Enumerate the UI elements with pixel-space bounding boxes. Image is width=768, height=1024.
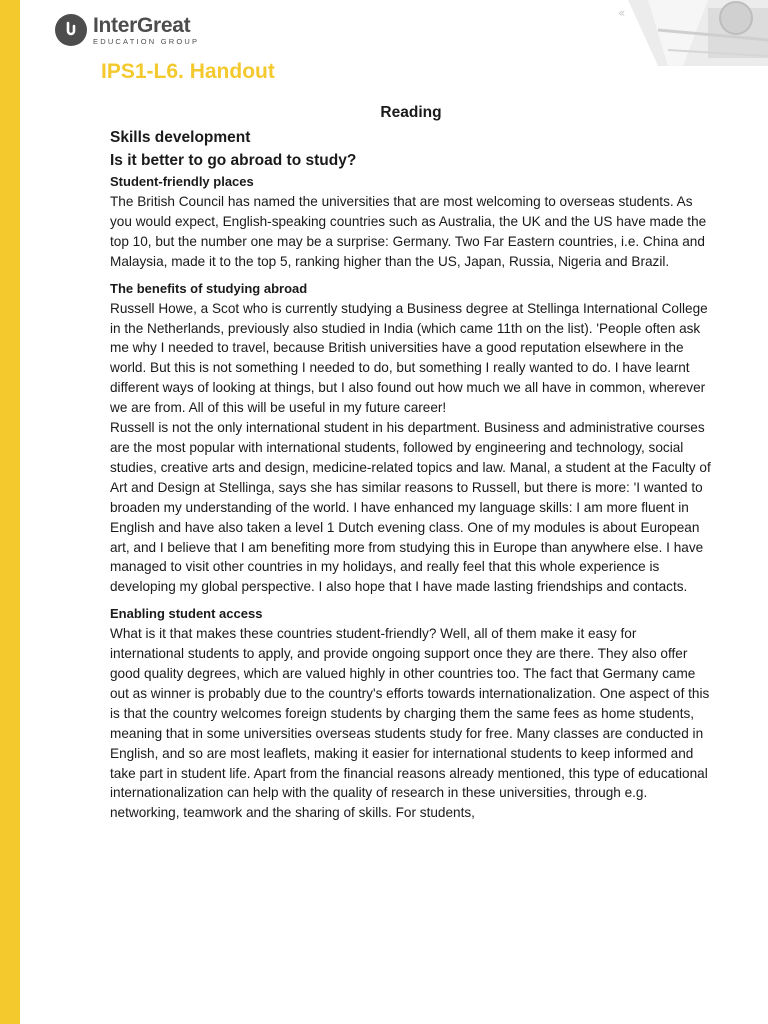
- logo-icon: [55, 14, 87, 46]
- logo-name: InterGreat: [93, 13, 191, 37]
- header-decoration-image: [588, 0, 768, 66]
- yellow-side-bar: [0, 0, 20, 1024]
- company-logo: [55, 14, 199, 46]
- reading-title: Reading: [380, 104, 442, 121]
- section-heading: Student-friendly places: [110, 174, 254, 189]
- section-heading: Enabling student access: [110, 606, 263, 622]
- paragraph: Russell Howe, a Scot who is currently studying a Business degree at Stellinga International College in the Netherlands, previously also studied in India (which came 11th on the list). 'People often ask me why I needed to travel, because British universities have a good reputation elsewhere in the world. But this is not something I needed to do, but something I really wanted to do. I have learnt different ways of looking at things, but I also found out how much we all have in common, wherever we are from. All of this will be useful in my future career!: [110, 300, 708, 416]
- paragraph: Russell is not the only international student in his department. Business and administrative courses are the most popular with international students, followed by engineering and technology, social studies, creative arts and design, medicine-related topics and law. Manal, a student at the Faculty of Art and Design at Stellinga, says she has similar reasons to Russell, but there is more: 'I wanted to broaden my understanding of the world. I have enhanced my language skills: I am more fluent in English and have also taken a level 1 Dutch evening class. One of my modules is about European art, and I believe that I am benefiting more from studying this in Europe than anywhere else. I have managed to visit other countries in my holidays, and really feel that this whole experience is developing my global perspective. I also hope that I have made lasting friendships and contacts.: [110, 420, 711, 595]
- question-heading: Is it better to go abroad to study?: [110, 152, 357, 169]
- paragraph: The British Council has named the universities that are most welcoming to overseas students. As you would expect, English-speaking countries such as Australia, the UK and the US have made the top 10, but the number one may be a surprise: Germany. Two Far Eastern countries, i.e. China and Malaysia, made it to the top 5, ranking higher than the US, Japan, Russia, Nigeria and Brazil.: [110, 194, 707, 269]
- handout-title: IPS1-L6. Handout: [101, 60, 275, 83]
- section-heading: The benefits of studying abroad: [110, 280, 308, 296]
- skills-heading: Skills development: [110, 129, 251, 146]
- paragraph: What is it that makes these countries student-friendly? Well, all of them make it easy for international students to apply, and provide ongoing support once they are there. They also offer good quality degrees, which are valued highly in other countries too. The fact that Germany came out as winner is probably due to the country's efforts towards internationalization. One aspect of this is that the country welcomes foreign students by charging them the same fees as home students, meaning that in some universities overseas students study for free. Many classes are conducted in English, and so are most leaflets, making it easier for international students to keep informed and take part in student life. Apart from the financial reasons already mentioned, this type of educational internationalization can help with the quality of research in these universities, through e.g. networking, teamwork and the sharing of skills. For students,: [110, 626, 710, 821]
- handout-content: [110, 104, 712, 823]
- svg-text:«: «: [618, 6, 626, 20]
- logo-subtitle: EDUCATION GROUP: [93, 36, 200, 46]
